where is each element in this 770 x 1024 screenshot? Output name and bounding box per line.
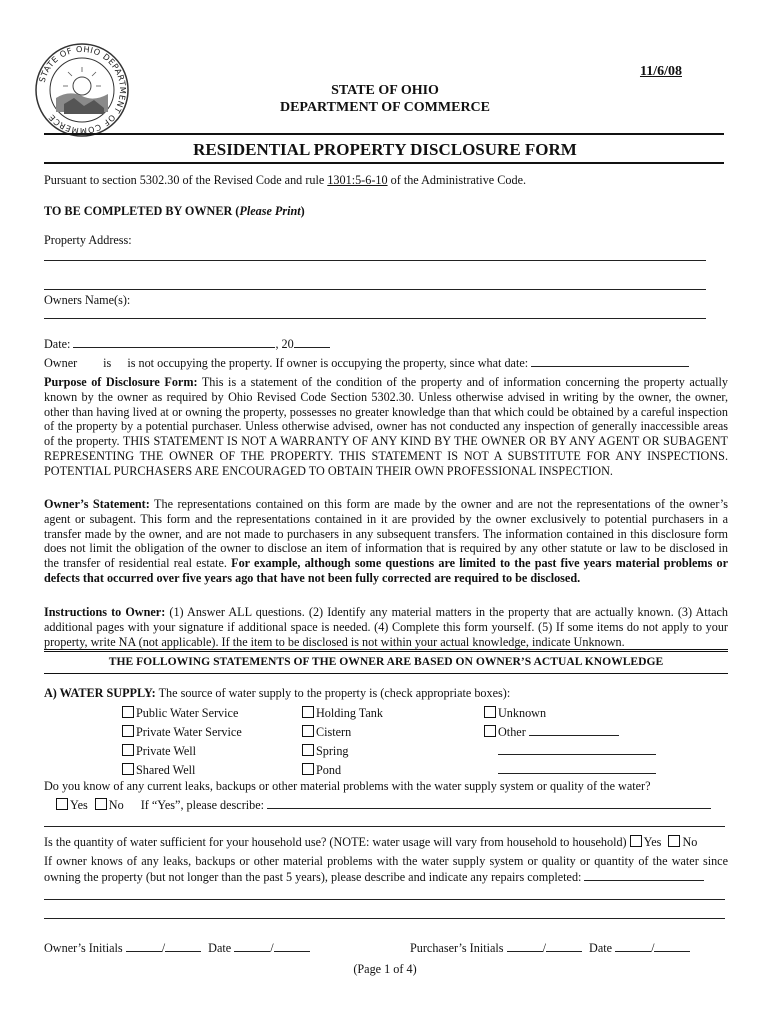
date-row: Date: , 20: [44, 336, 330, 352]
water-source-col-2: [302, 704, 383, 780]
checkbox-private-well[interactable]: Private Well: [122, 742, 242, 761]
pursuant-line: Pursuant to section 5302.30 of the Revised Code and rule 1301:5-6-10 of the Administrative Code.: [44, 173, 527, 187]
owners-names-input[interactable]: [44, 318, 706, 319]
purchaser-date-input-2[interactable]: [654, 940, 690, 952]
quantity-row: Is the quantity of water sufficient for your household use? (NOTE: water usage will vary from household to household) Yes No: [44, 835, 698, 849]
leaks-question: Do you know of any current leaks, backups or other material problems with the water supply system or quality of the water?: [44, 779, 651, 793]
repairs-describe-input-3[interactable]: [44, 918, 725, 919]
checkbox-quantity-no[interactable]: No: [668, 835, 697, 849]
owner-initials-input-2[interactable]: [165, 940, 201, 952]
complete-by-owner: TO BE COMPLETED BY OWNER (Please Print): [44, 204, 305, 218]
purchaser-initials-row: Purchaser’s Initials / Date /: [410, 940, 690, 956]
property-address-input[interactable]: [44, 260, 706, 261]
state-heading: STATE OF OHIO: [331, 83, 439, 98]
owner-initials-row: Owner’s Initials / Date /: [44, 940, 310, 956]
other-source-input[interactable]: [529, 724, 619, 736]
checkbox-shared-well[interactable]: Shared Well: [122, 761, 242, 780]
owner-date-input-1[interactable]: [234, 940, 270, 952]
occupancy-row: Owner is is not occupying the property. If owner is occupying the property, since what date:: [44, 355, 689, 371]
rule-reference: 1301:5-6-10: [327, 173, 388, 187]
other-source-input-3[interactable]: [498, 762, 656, 774]
checkbox-quantity-yes[interactable]: Yes: [630, 835, 662, 849]
occupancy-since-input[interactable]: [531, 355, 689, 367]
form-date: 11/6/08: [639, 64, 682, 79]
checkbox-spring[interactable]: Spring: [302, 742, 383, 761]
leaks-describe-input-2[interactable]: [44, 826, 725, 827]
checkbox-private-water-service[interactable]: Private Water Service: [122, 723, 242, 742]
statements-rule-bottom: [44, 673, 728, 674]
checkbox-pond[interactable]: Pond: [302, 761, 383, 780]
owners-statement-paragraph: Owner’s Statement: The representations contained on this form are made by the owner and are not the representations of the owner’s agent or subagent. This form and the representations contained in it are provided by the owner exclusively to potential purchasers in a transfer made by the owner, and are not made to purchasers in any subsequent transfers. The information contained in this disclosure form does not limit the obligation of the owner to disclose an item of information that is required by any other statute or law to be disclosed in the transfer of residential real estate. For example, although some questions are limited to the past five years material problems or defects that occurred over five years ago that have not been fully corrected are required to be disclosed.: [44, 497, 728, 585]
water-source-col-3: [484, 704, 656, 780]
water-source-col-1: [122, 704, 242, 780]
title-rule-top: [44, 133, 724, 135]
repairs-describe-input[interactable]: [584, 869, 704, 881]
checkbox-holding-tank[interactable]: Holding Tank: [302, 704, 383, 723]
leaks-answer-row: Yes No If “Yes”, please describe:: [56, 797, 711, 813]
property-address-label: Property Address:: [44, 233, 132, 247]
title-rule-bottom: [44, 162, 724, 164]
statements-rule: [44, 649, 728, 652]
checkbox-leaks-yes[interactable]: Yes: [56, 798, 88, 812]
checkbox-unknown[interactable]: Unknown: [484, 704, 656, 723]
owners-names-label: Owners Name(s):: [44, 293, 131, 307]
leaks-describe-input[interactable]: [267, 797, 711, 809]
checkbox-leaks-no[interactable]: No: [95, 798, 124, 812]
owner-initials-input-1[interactable]: [126, 940, 162, 952]
checkbox-other[interactable]: Other: [484, 723, 656, 742]
date-input[interactable]: [73, 336, 275, 348]
form-title: RESIDENTIAL PROPERTY DISCLOSURE FORM: [193, 140, 577, 159]
owner-knows-paragraph: If owner knows of any leaks, backups or other material problems with the water supply system or quality or quantity of the water since owning the property (but not longer than the past 5 years), please describe and indicate any repairs completed:: [44, 854, 728, 884]
water-supply-question: A) WATER SUPPLY: The source of water supply to the property is (check appropriate boxes):: [44, 686, 511, 700]
year-input[interactable]: [294, 336, 330, 348]
checkbox-public-water-service[interactable]: Public Water Service: [122, 704, 242, 723]
purpose-paragraph: Purpose of Disclosure Form: This is a statement of the condition of the property and of information concerning the property actually known by the owner as required by Ohio Revised Code Section 5302.30. Unless otherwise advised in writing by the owner, the owner, other than having lived at or owning the property, possesses no greater knowledge than that which could be obtained by a careful inspection of the property by a potential purchaser. Unless otherwise advised, owner has not conducted any inspection of generally inaccessible areas of the property. THIS STATEMENT IS NOT A WARRANTY OF ANY KIND BY THE OWNER OR BY ANY AGENT OR SUBAGENT REPRESENTING THE OWNER OF THE PROPERTY. THIS STATEMENT IS NOT A SUBSTITUTE FOR ANY INSPECTIONS. POTENTIAL PURCHASERS ARE ENCOURAGED TO OBTAIN THEIR OWN PROFESSIONAL INSPECTION.: [44, 375, 728, 478]
department-heading: DEPARTMENT OF COMMERCE: [279, 100, 491, 115]
purchaser-initials-input-2[interactable]: [546, 940, 582, 952]
page-number: (Page 1 of 4): [353, 962, 417, 976]
checkbox-cistern[interactable]: Cistern: [302, 723, 383, 742]
purchaser-initials-input-1[interactable]: [507, 940, 543, 952]
repairs-describe-input-2[interactable]: [44, 899, 725, 900]
statements-heading: THE FOLLOWING STATEMENTS OF THE OWNER ARE BASED ON OWNER’S ACTUAL KNOWLEDGE: [108, 655, 664, 668]
purchaser-date-input-1[interactable]: [615, 940, 651, 952]
property-address-input-2[interactable]: [44, 289, 706, 290]
instructions-paragraph: Instructions to Owner: (1) Answer ALL questions. (2) Identify any material matters in the property that are actually known. (3) Attach additional pages with your signature if additional space is needed. (4) Complete this form yourself. (5) If some items do not apply to your property, write NA (not applicable). If the item to be disclosed is not within your actual knowledge, indicate Unknown.: [44, 605, 728, 649]
owner-date-input-2[interactable]: [274, 940, 310, 952]
svg-text:STATE OF OHIO DEPARTMENT OF CO: STATE OF OHIO DEPARTMENT OF COMMERCE: [36, 43, 129, 137]
other-source-input-2[interactable]: [498, 743, 656, 755]
